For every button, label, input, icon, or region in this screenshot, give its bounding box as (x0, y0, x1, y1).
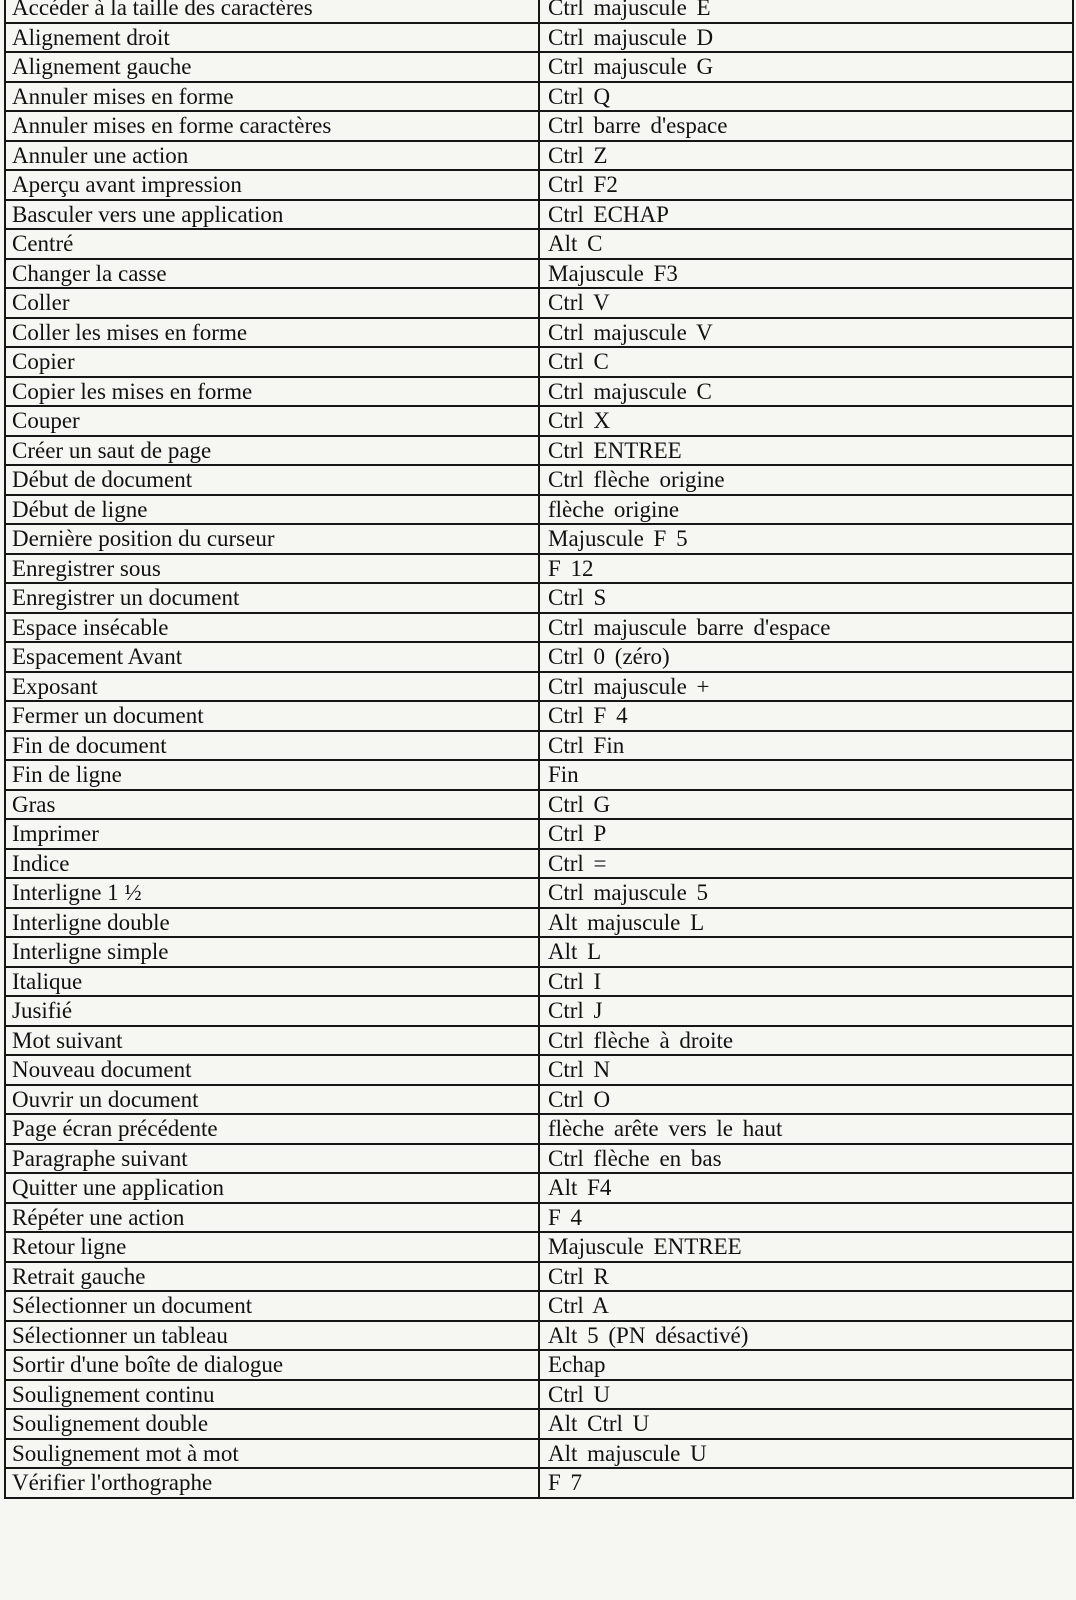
shortcut-keys-cell: Ctrl R (539, 1262, 1073, 1292)
action-cell: Soulignement mot à mot (5, 1439, 539, 1469)
shortcut-keys-cell: Ctrl X (539, 406, 1073, 436)
shortcut-keys-cell: Alt 5 (PN désactivé) (539, 1321, 1073, 1351)
table-row (5, 1144, 1073, 1174)
shortcut-keys-cell: flèche origine (539, 495, 1073, 525)
table-row (5, 1380, 1073, 1410)
table-row (5, 23, 1073, 53)
shortcut-keys-cell: Echap (539, 1350, 1073, 1380)
table-row (5, 1291, 1073, 1321)
action-cell: Alignement gauche (5, 52, 539, 82)
shortcut-keys-cell: Ctrl flèche à droite (539, 1026, 1073, 1056)
table-row (5, 229, 1073, 259)
table-row (5, 288, 1073, 318)
table-row (5, 1232, 1073, 1262)
table-row (5, 141, 1073, 171)
shortcut-keys-cell: Ctrl barre d'espace (539, 111, 1073, 141)
shortcut-keys-cell: Alt Ctrl U (539, 1409, 1073, 1439)
shortcut-keys-cell: Ctrl majuscule 5 (539, 878, 1073, 908)
shortcut-keys-cell: Ctrl Fin (539, 731, 1073, 761)
action-cell: Annuler une action (5, 141, 539, 171)
table-row (5, 1173, 1073, 1203)
shortcut-keys-cell: Ctrl U (539, 1380, 1073, 1410)
action-cell: Aperçu avant impression (5, 170, 539, 200)
shortcut-keys-cell: Ctrl majuscule E (539, 0, 1073, 23)
action-cell: Gras (5, 790, 539, 820)
action-cell: Sélectionner un document (5, 1291, 539, 1321)
action-cell: Sortir d'une boîte de dialogue (5, 1350, 539, 1380)
action-cell: Page écran précédente (5, 1114, 539, 1144)
shortcut-keys-cell: Alt majuscule L (539, 908, 1073, 938)
action-cell: Indice (5, 849, 539, 879)
table-row (5, 967, 1073, 997)
shortcut-keys-cell: Ctrl 0 (zéro) (539, 642, 1073, 672)
action-cell: Nouveau document (5, 1055, 539, 1085)
shortcut-keys-cell: Ctrl flèche en bas (539, 1144, 1073, 1174)
shortcut-keys-cell: F 7 (539, 1468, 1073, 1498)
action-cell: Enregistrer un document (5, 583, 539, 613)
action-cell: Répéter une action (5, 1203, 539, 1233)
shortcut-keys-cell: Ctrl majuscule G (539, 52, 1073, 82)
shortcut-keys-cell: Ctrl = (539, 849, 1073, 879)
table-row (5, 1026, 1073, 1056)
shortcut-keys-cell: F 4 (539, 1203, 1073, 1233)
shortcut-keys-cell: Ctrl Z (539, 141, 1073, 171)
shortcut-keys-cell: Ctrl ENTREE (539, 436, 1073, 466)
table-row (5, 406, 1073, 436)
table-row (5, 200, 1073, 230)
action-cell: Espace insécable (5, 613, 539, 643)
action-cell: Soulignement double (5, 1409, 539, 1439)
table-row (5, 377, 1073, 407)
action-cell: Annuler mises en forme (5, 82, 539, 112)
action-cell: Accéder à la taille des caractères (5, 0, 539, 23)
shortcut-keys-cell: Ctrl majuscule barre d'espace (539, 613, 1073, 643)
table-row (5, 436, 1073, 466)
table-row (5, 465, 1073, 495)
shortcut-keys-cell: flèche arête vers le haut (539, 1114, 1073, 1144)
table-row (5, 613, 1073, 643)
shortcut-keys-cell: Ctrl flèche origine (539, 465, 1073, 495)
table-row (5, 1439, 1073, 1469)
table-row (5, 1114, 1073, 1144)
shortcut-keys-cell: Ctrl G (539, 790, 1073, 820)
table-row (5, 170, 1073, 200)
action-cell: Interligne simple (5, 937, 539, 967)
shortcut-keys-cell: Alt C (539, 229, 1073, 259)
table-row (5, 1409, 1073, 1439)
table-row (5, 524, 1073, 554)
shortcut-keys-cell: Ctrl F2 (539, 170, 1073, 200)
action-cell: Annuler mises en forme caractères (5, 111, 539, 141)
table-row (5, 878, 1073, 908)
action-cell: Interligne double (5, 908, 539, 938)
table-row (5, 554, 1073, 584)
action-cell: Alignement droit (5, 23, 539, 53)
table-row (5, 495, 1073, 525)
action-cell: Changer la casse (5, 259, 539, 289)
table-row (5, 1468, 1073, 1498)
action-cell: Coller (5, 288, 539, 318)
shortcut-keys-cell: Ctrl ECHAP (539, 200, 1073, 230)
table-row (5, 318, 1073, 348)
shortcut-keys-cell: Ctrl I (539, 967, 1073, 997)
table-row (5, 259, 1073, 289)
action-cell: Coller les mises en forme (5, 318, 539, 348)
action-cell: Exposant (5, 672, 539, 702)
action-cell: Début de document (5, 465, 539, 495)
table-row (5, 347, 1073, 377)
table-row (5, 849, 1073, 879)
shortcuts-table (4, 0, 1074, 1499)
table-row (5, 819, 1073, 849)
shortcut-keys-cell: Ctrl majuscule + (539, 672, 1073, 702)
action-cell: Soulignement continu (5, 1380, 539, 1410)
action-cell: Interligne 1 ½ (5, 878, 539, 908)
shortcut-keys-cell: Ctrl C (539, 347, 1073, 377)
table-row (5, 996, 1073, 1026)
shortcut-keys-cell: Ctrl V (539, 288, 1073, 318)
action-cell: Espacement Avant (5, 642, 539, 672)
shortcut-keys-cell: Ctrl P (539, 819, 1073, 849)
action-cell: Fin de document (5, 731, 539, 761)
action-cell: Basculer vers une application (5, 200, 539, 230)
table-row (5, 760, 1073, 790)
action-cell: Centré (5, 229, 539, 259)
table-row (5, 1262, 1073, 1292)
action-cell: Italique (5, 967, 539, 997)
action-cell: Créer un saut de page (5, 436, 539, 466)
action-cell: Mot suivant (5, 1026, 539, 1056)
table-row (5, 583, 1073, 613)
table-row (5, 701, 1073, 731)
action-cell: Enregistrer sous (5, 554, 539, 584)
shortcut-keys-cell: Majuscule F 5 (539, 524, 1073, 554)
table-row (5, 731, 1073, 761)
action-cell: Retrait gauche (5, 1262, 539, 1292)
action-cell: Jusifié (5, 996, 539, 1026)
table-row (5, 937, 1073, 967)
shortcut-keys-cell: Ctrl majuscule V (539, 318, 1073, 348)
action-cell: Dernière position du curseur (5, 524, 539, 554)
shortcut-keys-cell: Alt L (539, 937, 1073, 967)
shortcut-keys-cell: Ctrl majuscule C (539, 377, 1073, 407)
table-row (5, 1085, 1073, 1115)
action-cell: Imprimer (5, 819, 539, 849)
table-row (5, 790, 1073, 820)
table-row (5, 52, 1073, 82)
table-row (5, 82, 1073, 112)
action-cell: Couper (5, 406, 539, 436)
shortcut-keys-cell: Ctrl majuscule D (539, 23, 1073, 53)
shortcut-keys-cell: F 12 (539, 554, 1073, 584)
action-cell: Copier (5, 347, 539, 377)
action-cell: Retour ligne (5, 1232, 539, 1262)
action-cell: Copier les mises en forme (5, 377, 539, 407)
shortcut-keys-cell: Ctrl S (539, 583, 1073, 613)
action-cell: Début de ligne (5, 495, 539, 525)
table-row (5, 908, 1073, 938)
action-cell: Paragraphe suivant (5, 1144, 539, 1174)
shortcut-keys-cell: Ctrl Q (539, 82, 1073, 112)
shortcuts-table-body (5, 0, 1073, 1498)
table-row (5, 111, 1073, 141)
action-cell: Fermer un document (5, 701, 539, 731)
table-row (5, 672, 1073, 702)
table-row (5, 1350, 1073, 1380)
shortcut-keys-cell: Majuscule ENTREE (539, 1232, 1073, 1262)
shortcut-keys-cell: Alt majuscule U (539, 1439, 1073, 1469)
shortcut-keys-cell: Ctrl N (539, 1055, 1073, 1085)
table-row (5, 1203, 1073, 1233)
table-row (5, 1055, 1073, 1085)
table-row (5, 1321, 1073, 1351)
shortcut-keys-cell: Ctrl J (539, 996, 1073, 1026)
action-cell: Vérifier l'orthographe (5, 1468, 539, 1498)
shortcut-keys-cell: Majuscule F3 (539, 259, 1073, 289)
table-row (5, 642, 1073, 672)
shortcut-keys-cell: Ctrl F 4 (539, 701, 1073, 731)
table-row (5, 0, 1073, 23)
action-cell: Quitter une application (5, 1173, 539, 1203)
shortcut-keys-cell: Fin (539, 760, 1073, 790)
action-cell: Fin de ligne (5, 760, 539, 790)
action-cell: Sélectionner un tableau (5, 1321, 539, 1351)
shortcut-keys-cell: Alt F4 (539, 1173, 1073, 1203)
action-cell: Ouvrir un document (5, 1085, 539, 1115)
shortcut-keys-cell: Ctrl A (539, 1291, 1073, 1321)
shortcut-keys-cell: Ctrl O (539, 1085, 1073, 1115)
